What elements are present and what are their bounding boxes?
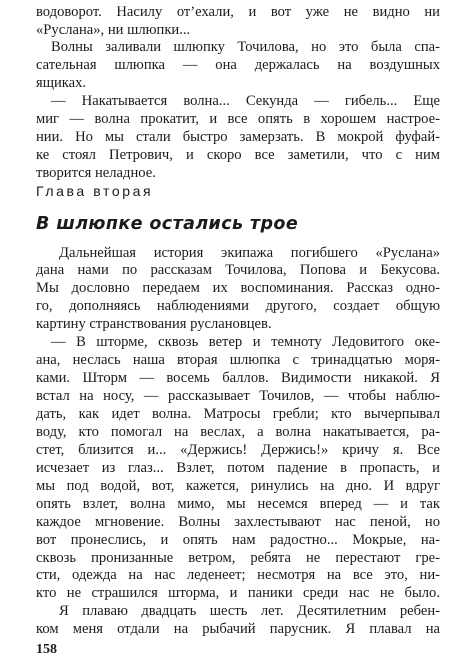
text-line: Я плаваю двадцать шесть лет. Десятилетним ребен- [59,603,440,619]
text-line: — Накатывается волна... Секунда — гибель... Еще [51,93,440,109]
text-line: ке стоял Петрович, и скоро все заметили, что с ним [36,147,440,163]
text-line: воду, кто помогал на веслах, а волна накатывается, ра- [36,424,440,440]
chapter-label: Глава вторая [36,183,154,199]
text-line: водоворот. Насилу от’ехали, и вот уже не видно ни [36,4,440,20]
text-line: встал на носу, — рассказывает Точилов, — чтобы наблю- [36,388,440,404]
text-line: Дальнейшая история экипажа погибшего «Руслана» [59,245,440,261]
text-line: каждое мгновение. Волны захлестывают нас пеной, но [36,514,440,530]
text-line: картину странствования руслановцев. [36,316,272,332]
text-line: ком меня отдали на рыбачий парусник. Я плавал на [36,621,440,637]
text-line: Волны заливали шлюпку Точилова, но это была спа- [51,39,440,55]
text-line: дана нами по рассказам Точилова, Попова и Бекусова. [36,262,440,278]
text-line: кто не страшился шторма, и паники среди нас не было. [36,585,440,601]
text-line: исчезает из глаз... Взлет, потом падение в пропасть, и [36,460,440,476]
text-line: стет, близится и... «Держись! Держись!» кричу я. Все [36,442,440,458]
text-line: ками. Шторм — восемь баллов. Видимости никакой. Я [36,370,440,386]
text-line: опять взлет, волна мимо, мы несемся вперед — и так [36,496,440,512]
text-line: дать, как идет волна. Матросы гребли; кто вычерпывал [36,406,440,422]
text-line: сательная шлюпка — она держалась на воздушных [36,57,440,73]
text-line: ана, неслась наша вторая шлюпка с тринадцатью моря- [36,352,440,368]
text-line: — В шторме, сквозь ветер и темноту Ледовитого оке- [51,334,440,350]
text-line: творится неладное. [36,165,156,181]
text-line: го, дополняясь наблюдениями другого, создает общую [36,298,440,314]
text-line: сквозь пронизанные ветром, ребята не перестают гре- [36,550,440,566]
page-number: 158 [36,642,57,657]
text-line: вот пронеслись, и опять нам радостно... Мокрые, на- [36,532,440,548]
text-line: миг — волна прокатит, и все опять в хорошем настрое- [36,111,440,127]
text-line: «Руслана», ни шлюпки... [36,22,191,38]
text-line: Мы дословно передаем их воспоминания. Рассказ одно- [36,280,440,296]
text-line: ящиках. [36,75,87,91]
text-line: нии. Но мы стали быстро замерзать. В мокрой фуфай- [36,129,440,145]
text-line: сти, одежда на нас леденеет; несмотря на все это, ни- [36,567,440,583]
section-heading: В шлюпке остались трое [36,214,299,234]
text-line: мы под водой, вот, кажется, ринулись на дно. И вдруг [36,478,440,494]
